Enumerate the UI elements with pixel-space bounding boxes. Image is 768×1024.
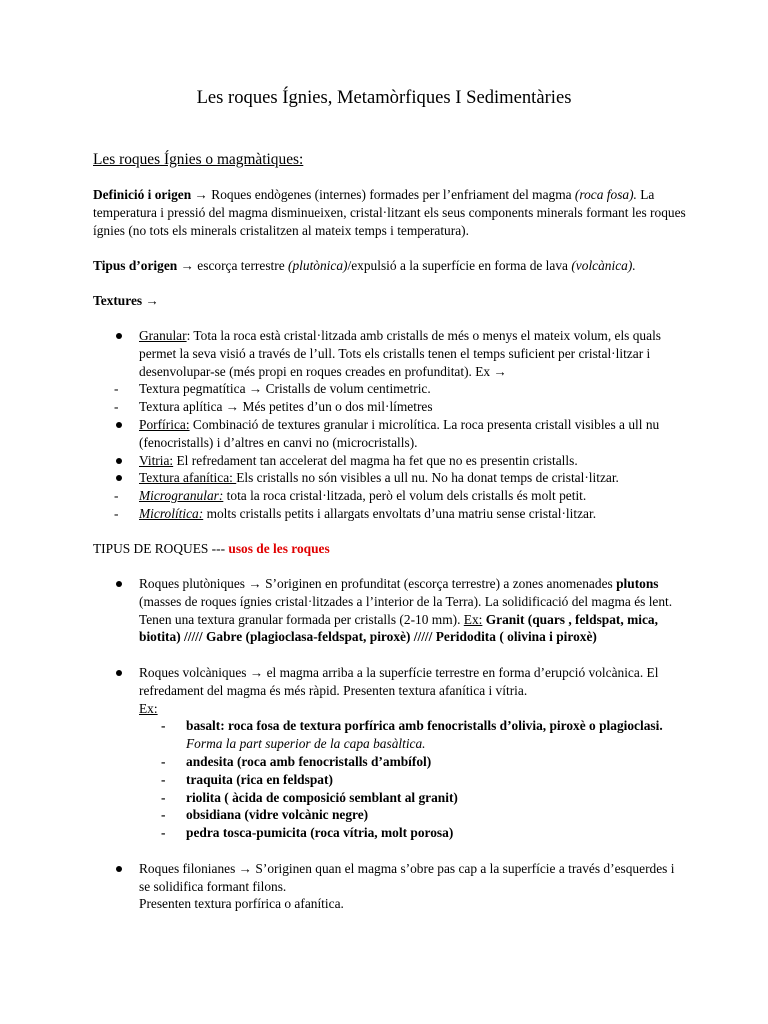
origin-type-text-a: → escorça terrestre xyxy=(177,258,288,273)
texture-name: Vitria: xyxy=(139,452,174,468)
list-item xyxy=(0,452,684,470)
list-item xyxy=(0,469,684,487)
dash-marker: - xyxy=(161,807,166,823)
sub-list-item xyxy=(0,824,686,842)
dash-marker: - xyxy=(114,505,119,521)
texture-text: Textura pegmatítica → Cristalls de volum centimetric. xyxy=(139,381,431,397)
andesita-text: andesita (roca amb fenocristalls d’ambífol) xyxy=(186,753,432,769)
dash-marker: - xyxy=(114,399,119,415)
dash-marker: - xyxy=(161,789,166,805)
definition-label: Definició i origen xyxy=(93,187,192,202)
list-item-filonianes xyxy=(0,860,684,913)
plutonic-examples-gabre: ///// Gabre (plagioclasa-feldspat, piroxè) xyxy=(184,629,414,645)
rock-uses-label: usos de les roques xyxy=(228,541,330,556)
sub-list-item xyxy=(0,753,686,771)
texture-name: Microlítica: xyxy=(139,505,204,521)
texture-name: Textura afanítica: xyxy=(139,470,237,486)
obsidiana-text: obsidiana (vidre volcànic negre) xyxy=(186,807,369,823)
texture-text: El refredament tan accelerat del magma ha fet que no es presentin cristalls. xyxy=(173,452,578,468)
dash-marker: - xyxy=(161,753,166,769)
list-item xyxy=(0,398,684,416)
texture-text: : Tota la roca està cristal·litzada amb cristalls de més o menys el mateix volum, els quals permet la seva visió a través de l’ull. Tots els cristalls tenen el temps suficient per cristal·litzar i desenvolupar-se (més propi en roques creades en profunditat). Ex → xyxy=(139,328,662,379)
plutonic-ex-label: Ex: xyxy=(463,611,483,627)
plutons-term: plutons xyxy=(616,576,659,591)
bullet-icon xyxy=(116,458,122,464)
origin-type-volcanic: (volcànica). xyxy=(571,258,636,273)
section-heading: Les roques Ígnies o magmàtiques: xyxy=(93,151,304,168)
filonianes-text-2: Presenten textura porfírica o afanítica. xyxy=(139,896,344,912)
textures-list xyxy=(0,327,768,523)
texture-text: molts cristalls petits i allargats envoltats d’una matriu sense cristal·litzar. xyxy=(203,505,597,521)
list-item xyxy=(0,416,684,452)
origin-type-label: Tipus d’origen xyxy=(93,258,178,273)
bullet-icon xyxy=(116,581,122,587)
definition-text: → Roques endògenes (internes) formades per l’enfriament del magma xyxy=(191,187,575,202)
bullet-icon xyxy=(116,475,122,481)
basalt-text: basalt: roca fosa de textura porfírica amb fenocristalls d’olivia, piroxè o plagioclasi. xyxy=(186,718,663,734)
plutonic-examples: Granit (quars , feldspat, mica, biotita) xyxy=(139,611,658,645)
volcanic-ex-label: Ex: xyxy=(139,700,158,716)
definition-italic: (roca fosa). xyxy=(574,187,637,202)
rock-types-list xyxy=(0,575,768,913)
origin-type-paragraph xyxy=(93,257,693,275)
texture-name: Porfírica: xyxy=(139,416,190,432)
pedra-text: pedra tosca-pumicita (roca vítria, molt porosa) xyxy=(186,825,454,841)
riolita-text: riolita ( àcida de composició semblant al granit) xyxy=(186,789,458,805)
sub-list-item xyxy=(0,717,686,753)
sub-list-item xyxy=(0,789,686,807)
bullet-icon xyxy=(116,866,122,872)
texture-text: Textura aplítica → Més petites d’un o dos mil·límetres xyxy=(139,399,433,415)
rock-types-heading xyxy=(93,540,693,558)
texture-name: Granular xyxy=(139,328,187,343)
dash-marker: - xyxy=(114,381,119,397)
textures-label: Textures → xyxy=(93,293,159,308)
volcanic-text: Roques volcàniques → el magma arriba a la superfície terrestre en forma d’erupció volcànica. El refredament del magma és més ràpid. Presenten textura afanítica i vítria. xyxy=(139,664,659,698)
dash-marker: - xyxy=(161,718,166,734)
rock-types-label: TIPUS DE ROQUES --- xyxy=(93,541,229,556)
list-item-plutonic xyxy=(0,575,684,646)
bullet-icon xyxy=(116,422,122,428)
bullet-icon xyxy=(116,333,122,339)
texture-name: Microgranular: xyxy=(139,488,224,504)
definition-paragraph xyxy=(93,186,693,239)
list-item xyxy=(0,327,684,380)
plutonic-text: Roques plutòniques → S’originen en profunditat (escorça terrestre) a zones anomenades xyxy=(139,576,617,591)
traquita-text: traquita (rica en feldspat) xyxy=(186,771,333,787)
texture-text: Combinació de textures granular i microlítica. La roca presenta cristall visibles a ull nu (fenocristalls) i d’altres en canvi no (microcristalls). xyxy=(139,416,660,450)
texture-text: Els cristalls no són visibles a ull nu. No ha donat temps de cristal·litzar. xyxy=(236,470,619,486)
basalt-italic: Forma la part superior de la capa basàltica. xyxy=(186,736,426,752)
dash-marker: - xyxy=(161,825,166,841)
definition-rest: La temperatura i pressió del magma disminueixen, cristal·litzant els seus components minerals formant les roques ígnies (no tots els minerals cristalitzen al mateix temps i temperatura). xyxy=(93,187,686,238)
origin-type-text-c: /expulsió a la superfície en forma de lava xyxy=(347,258,572,273)
plutonic-text-b: (masses de roques ígnies cristal·litzades a l’interior de la Terra). La solidificació del magma és lent. Tenen una textura granular formada per cristalls (2-10 mm). xyxy=(139,593,673,627)
texture-text: tota la roca cristal·litzada, però el volum dels cristalls és molt petit. xyxy=(223,488,587,504)
list-item xyxy=(0,380,684,398)
plutonic-examples-peridodita: ///// Peridodita ( olivina i piroxè) xyxy=(413,629,597,645)
filonianes-text: Roques filonianes → S’originen quan el magma s’obre pas cap a la superfície a través d’esquerdes i se solidifica formant filons. xyxy=(139,860,675,894)
list-item-volcanic xyxy=(0,664,684,717)
bullet-icon xyxy=(116,670,122,676)
dash-marker: - xyxy=(161,771,166,787)
sub-list-item xyxy=(0,771,686,789)
page-title: Les roques Ígnies, Metamòrfiques I Sedimentàries xyxy=(196,87,572,108)
origin-type-plutonic: (plutònica) xyxy=(288,258,348,273)
list-item xyxy=(0,487,684,505)
sub-list-item xyxy=(0,806,686,824)
dash-marker: - xyxy=(114,488,119,504)
list-item xyxy=(0,505,684,523)
